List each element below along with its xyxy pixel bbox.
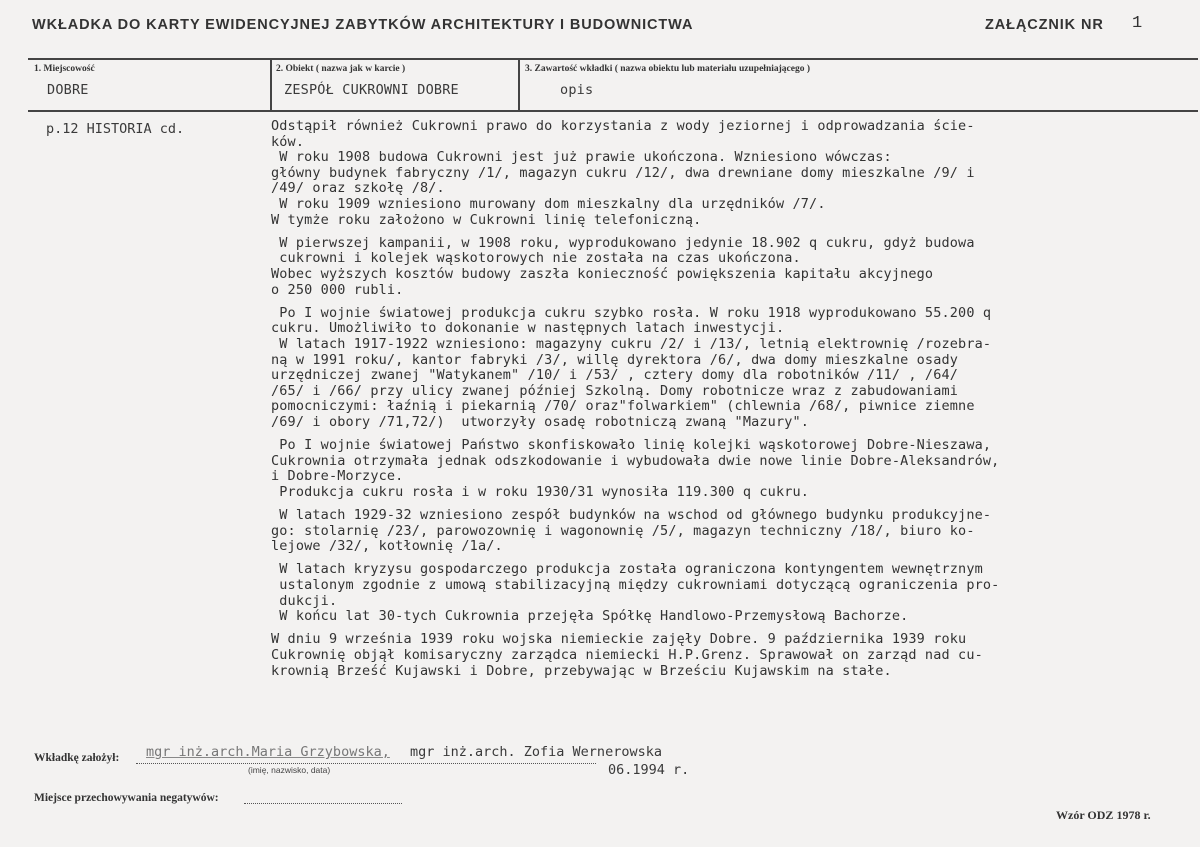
history-paragraph: [271, 508, 1181, 555]
header-rule-bottom: [28, 110, 1198, 112]
text-line: Produkcja cukru rosła i w roku 1930/31 wynosiła 119.300 q cukru.: [271, 483, 810, 500]
text-line: dukcji.: [271, 592, 338, 609]
section-label: p.12 HISTORIA cd.: [46, 121, 185, 137]
text-line: W tymże roku założono w Cukrowni linię telefoniczną.: [271, 211, 702, 228]
text-line: ków.: [271, 133, 305, 150]
author-value-1: mgr inż.arch.Maria Grzybowska,: [146, 744, 390, 760]
text-line: krownią Brześć Kujawski i Dobre, przebywając w Brześciu Kujawskim na stałe.: [271, 662, 892, 679]
history-text: [271, 119, 1181, 687]
text-line: W dniu 9 września 1939 roku wojska niemieckie zajęły Dobre. 9 października 1939 roku: [271, 631, 967, 648]
card-title: WKŁADKA DO KARTY EWIDENCYJNEJ ZABYTKÓW ARCHITEKTURY I BUDOWNICTWA: [32, 17, 694, 33]
text-line: główny budynek fabryczny /1/, magazyn cukru /12/, dwa drewniane domy mieszkalne /9/ i: [271, 164, 975, 181]
text-line: ną w 1991 roku/, kantor fabryki /3/, willę dyrektora /6/, dwa domy mieszkalne osady: [271, 351, 959, 368]
text-line: W pierwszej kampanii, w 1908 roku, wyprodukowano jedynie 18.902 q cukru, gdyż budowa: [271, 234, 975, 251]
text-line: /65/ i /66/ przy ulicy zwanej później Szkolną. Domy robotnicze wraz z zabudowaniami: [271, 382, 959, 399]
attachment-number: 1: [1132, 14, 1143, 33]
author-hint: (imię, nazwisko, data): [248, 765, 331, 775]
field-value-locality: DOBRE: [47, 82, 89, 98]
text-line: pomocniczymi: łaźnią i piekarnią /70/ oraz"folwarkiem" (chlewnia /68/, piwnice ziemne: [271, 398, 975, 415]
field-label-content: 3. Zawartość wkładki ( nazwa obiektu lub materiału uzupełniającego ): [525, 64, 811, 74]
text-line: Cukrownię objął komisaryczny zarządca niemiecki H.P.Grenz. Sprawował on zarząd nad cu-: [271, 646, 983, 663]
field-divider-2: [518, 58, 520, 111]
field-label-object: 2. Obiekt ( nazwa jak w karcie ): [276, 64, 406, 74]
author-value-2: mgr inż.arch. Zofia Wernerowska: [410, 744, 662, 760]
history-paragraph: [271, 119, 1181, 228]
text-line: go: stolarnię /23/, parowozownię i wagonownię /5/, magazyn techniczny /18/, biuro ko-: [271, 522, 975, 539]
history-paragraph: [271, 236, 1181, 298]
field-value-object: ZESPÓŁ CUKROWNI DOBRE: [284, 82, 459, 98]
header-rule-top: [28, 58, 1198, 60]
text-line: /49/ oraz szkołę /8/.: [271, 180, 445, 197]
text-line: Wobec wyższych kosztów budowy zaszła konieczność powiększenia kapitału akcyjnego: [271, 265, 934, 282]
text-line: cukru. Umożliwiło to dokonanie w następnych latach inwestycji.: [271, 320, 785, 337]
text-line: W roku 1908 budowa Cukrowni jest już prawie ukończona. Wzniesiono wówczas:: [271, 149, 892, 166]
attachment-label: ZAŁĄCZNIK NR: [985, 17, 1104, 33]
field-value-content: opis: [560, 82, 594, 98]
text-line: /69/ i obory /71,72/) utworzyły osadę robotniczą zwaną "Mazury".: [271, 413, 810, 430]
field-label-locality: 1. Miejscowość: [34, 64, 95, 74]
author-label: Wkładkę założył:: [34, 752, 120, 764]
text-line: Cukrownia otrzymała jednak odszkodowanie i wybudowała dwie nowe linie Dobre-Aleksandrów,: [271, 452, 1000, 469]
text-line: Odstąpił również Cukrowni prawo do korzystania z wody jeziornej i odprowadzania ście-: [271, 118, 975, 134]
field-divider-1: [270, 58, 272, 111]
history-paragraph: [271, 306, 1181, 431]
author-date: 06.1994 r.: [608, 762, 690, 778]
text-line: W końcu lat 30-tych Cukrownia przejęła Spółkę Handlowo-Przemysłową Bachorze.: [271, 608, 909, 625]
text-line: W latach 1929-32 wzniesiono zespół budynków na wschod od głównego budynku produkcyjne-: [271, 507, 992, 524]
text-line: W latach kryzysu gospodarczego produkcja została ograniczona kontyngentem wewnętrznym: [271, 561, 983, 578]
text-line: Po I wojnie światowej Państwo skonfiskowało linię kolejki wąskotorowej Dobre-Nieszawa,: [271, 437, 992, 454]
author-dotted-line: [136, 763, 596, 764]
text-line: W latach 1917-1922 wzniesiono: magazyny cukru /2/ i /13/, letnią elektrownię /rozebra-: [271, 335, 992, 352]
negatives-dotted-line: [244, 803, 402, 804]
negatives-label: Miejsce przechowywania negatywów:: [34, 792, 219, 804]
history-paragraph: [271, 632, 1181, 679]
text-line: cukrowni i kolejek wąskotorowych nie została na czas ukończona.: [271, 250, 801, 267]
history-paragraph: [271, 562, 1181, 624]
text-line: W roku 1909 wzniesiono murowany dom mieszkalny dla urzędników /7/.: [271, 195, 826, 212]
text-line: i Dobre-Morzyce.: [271, 468, 404, 485]
text-line: urzędniczej zwanej "Watykanem" /10/ i /53/ , cztery domy dla robotników /11/ , /64/: [271, 367, 959, 384]
text-line: Po I wojnie światowej produkcja cukru szybko rosła. W roku 1918 wyprodukowano 55.200 q: [271, 304, 992, 321]
text-line: lejowe /32/, kotłownię /1a/.: [271, 538, 503, 555]
text-line: o 250 000 rubli.: [271, 281, 404, 298]
form-code: Wzór ODZ 1978 r.: [1056, 808, 1151, 822]
text-line: ustalonym zgodnie z umową stabilizacyjną między cukrowniami dotyczącą ograniczenia pro-: [271, 577, 1000, 593]
history-paragraph: [271, 438, 1181, 500]
